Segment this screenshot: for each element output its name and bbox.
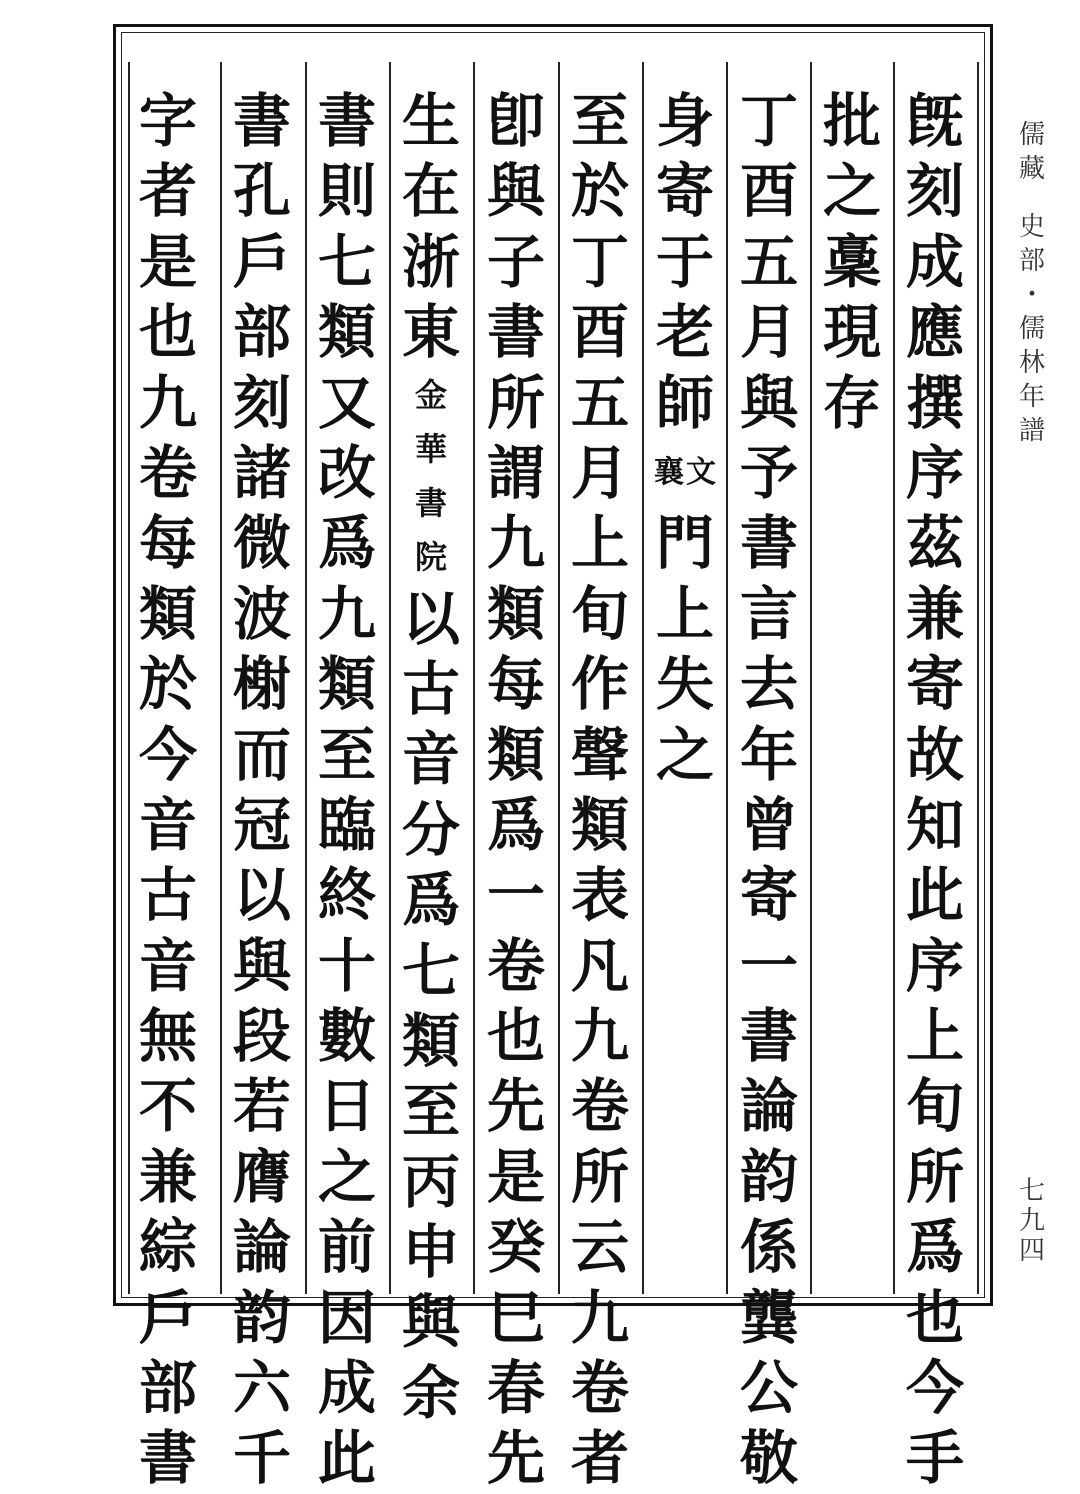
character: 微 xyxy=(232,509,291,578)
text-column xyxy=(817,86,887,438)
character: 音 xyxy=(138,790,197,859)
character: 七 xyxy=(401,936,460,1005)
character: 六 xyxy=(232,1354,291,1423)
character: 子 xyxy=(486,227,545,296)
character: 上 xyxy=(905,1002,964,1071)
inline-note xyxy=(650,438,720,508)
header-char: 譜 xyxy=(1018,416,1045,446)
character: 書 xyxy=(739,1002,798,1071)
character: 敬 xyxy=(739,1424,798,1493)
character: 知 xyxy=(905,790,964,859)
character: 丙 xyxy=(401,1147,460,1216)
character: 爲 xyxy=(905,1213,964,1282)
character: 在 xyxy=(401,157,460,226)
character: 此 xyxy=(317,1424,376,1493)
character: 所 xyxy=(570,1142,629,1211)
text-column xyxy=(227,86,297,1494)
page-number-char: 七 xyxy=(1018,1176,1045,1206)
character: 前 xyxy=(317,1213,376,1282)
character: 則 xyxy=(317,157,376,226)
character: 刻 xyxy=(905,157,964,226)
character: 余 xyxy=(401,1358,460,1427)
character: 類 xyxy=(138,579,197,648)
character: 春 xyxy=(486,1354,545,1423)
character: 冠 xyxy=(232,790,291,859)
header-char: 部 xyxy=(1018,246,1045,276)
character: 此 xyxy=(905,861,964,930)
character: 批 xyxy=(822,87,881,155)
character: 至 xyxy=(570,87,629,155)
character: 爲 xyxy=(486,790,545,859)
character: 書 xyxy=(138,1424,197,1493)
character: 今 xyxy=(905,1354,964,1423)
character: 十 xyxy=(317,931,376,1000)
character: 茲 xyxy=(905,509,964,578)
character: 又 xyxy=(317,368,376,437)
character: 類 xyxy=(486,720,545,789)
character: 九 xyxy=(138,368,197,437)
character: 現 xyxy=(822,298,881,367)
character: 臨 xyxy=(317,790,376,859)
character: 孔 xyxy=(232,157,291,226)
header-char: 儒 xyxy=(1018,314,1045,344)
character: 也 xyxy=(486,1002,545,1071)
character: 音 xyxy=(401,725,460,794)
character: 言 xyxy=(739,579,798,648)
character: 因 xyxy=(317,1283,376,1352)
character: 去 xyxy=(739,650,798,719)
character: 類 xyxy=(570,790,629,859)
character: 謂 xyxy=(486,438,545,507)
character: 旣 xyxy=(905,87,964,155)
column-rule xyxy=(642,62,644,1294)
character: 一 xyxy=(739,931,798,1000)
character: 書 xyxy=(317,87,376,155)
column-rule xyxy=(473,62,475,1294)
character: 酉 xyxy=(739,157,798,226)
character: 至 xyxy=(401,1077,460,1146)
character: 類 xyxy=(317,650,376,719)
character: 月 xyxy=(570,438,629,507)
note-character: 金 xyxy=(414,375,447,414)
character: 與 xyxy=(739,368,798,437)
character: 九 xyxy=(486,509,545,578)
character: 身 xyxy=(655,87,714,155)
character: 癸 xyxy=(486,1213,545,1282)
page-number-chars xyxy=(1019,1176,1045,1266)
text-column xyxy=(133,86,203,1494)
character: 日 xyxy=(317,1072,376,1141)
character: 手 xyxy=(905,1424,964,1493)
character: 申 xyxy=(401,1218,460,1287)
character: 千 xyxy=(232,1424,291,1493)
character: 今 xyxy=(138,720,197,789)
character: 上 xyxy=(570,509,629,578)
character: 故 xyxy=(905,720,964,789)
character: 兼 xyxy=(905,579,964,648)
character: 五 xyxy=(739,227,798,296)
column-rule xyxy=(977,62,979,1294)
character: 韵 xyxy=(739,1142,798,1211)
note-character: 襄 xyxy=(654,455,684,491)
character: 五 xyxy=(570,368,629,437)
column-rule xyxy=(810,62,812,1294)
character: 公 xyxy=(739,1354,798,1423)
column-rule xyxy=(389,62,391,1294)
character: 成 xyxy=(317,1354,376,1423)
character: 一 xyxy=(486,861,545,930)
character: 段 xyxy=(232,1002,291,1071)
character: 部 xyxy=(138,1354,197,1423)
text-column xyxy=(900,86,970,1494)
character: 序 xyxy=(905,438,964,507)
header-char: 藏 xyxy=(1018,154,1045,184)
character: 凡 xyxy=(570,931,629,1000)
character: 書 xyxy=(486,298,545,367)
character: 是 xyxy=(138,227,197,296)
character: 旬 xyxy=(905,1072,964,1141)
text-column xyxy=(650,86,720,790)
character: 丁 xyxy=(570,227,629,296)
character: 論 xyxy=(739,1072,798,1141)
column-rule xyxy=(558,62,560,1294)
character: 所 xyxy=(486,368,545,437)
character: 曾 xyxy=(739,790,798,859)
character: 云 xyxy=(570,1213,629,1282)
note-character: 華 xyxy=(414,429,447,468)
character: 以 xyxy=(401,584,460,653)
character: 九 xyxy=(570,1002,629,1071)
character: 韵 xyxy=(232,1283,291,1352)
character: 分 xyxy=(401,795,460,864)
character: 也 xyxy=(138,298,197,367)
character: 寄 xyxy=(905,650,964,719)
character: 音 xyxy=(138,931,197,1000)
character: 上 xyxy=(655,579,714,648)
text-column xyxy=(481,86,551,1494)
character: 爲 xyxy=(317,509,376,578)
character: 榭 xyxy=(232,650,291,719)
character: 綜 xyxy=(138,1213,197,1282)
character: 先 xyxy=(486,1424,545,1493)
character: 月 xyxy=(739,298,798,367)
character: 酉 xyxy=(570,298,629,367)
character: 年 xyxy=(739,720,798,789)
character: 生 xyxy=(401,87,460,155)
character: 予 xyxy=(739,438,798,507)
character: 九 xyxy=(317,579,376,648)
page-number-char: 九 xyxy=(1018,1206,1045,1236)
character: 稾 xyxy=(822,227,881,296)
character: 終 xyxy=(317,861,376,930)
header-section-chars xyxy=(1019,210,1045,448)
column-rule xyxy=(305,62,307,1294)
character: 戶 xyxy=(138,1283,197,1352)
character: 東 xyxy=(401,298,460,367)
character: 表 xyxy=(570,861,629,930)
character: 七 xyxy=(317,227,376,296)
character: 戶 xyxy=(232,227,291,296)
character: 是 xyxy=(486,1142,545,1211)
character: 巳 xyxy=(486,1283,545,1352)
character: 門 xyxy=(655,509,714,578)
character: 卷 xyxy=(570,1072,629,1141)
character: 存 xyxy=(822,368,881,437)
character: 書 xyxy=(739,509,798,578)
character: 老 xyxy=(655,298,714,367)
character: 而 xyxy=(232,720,291,789)
text-column xyxy=(312,86,382,1494)
character: 撰 xyxy=(905,368,964,437)
character: 改 xyxy=(317,438,376,507)
page-number-char: 四 xyxy=(1018,1236,1045,1266)
character: 師 xyxy=(655,368,714,437)
column-rule xyxy=(726,62,728,1294)
character: 無 xyxy=(138,1002,197,1071)
character: 類 xyxy=(317,298,376,367)
character: 書 xyxy=(232,87,291,155)
character: 波 xyxy=(232,579,291,648)
character: 序 xyxy=(905,931,964,1000)
character: 至 xyxy=(317,720,376,789)
character: 每 xyxy=(486,650,545,719)
character: 類 xyxy=(486,579,545,648)
character: 諸 xyxy=(232,438,291,507)
character: 與 xyxy=(486,157,545,226)
character: 作 xyxy=(570,650,629,719)
character: 係 xyxy=(739,1213,798,1282)
character: 字 xyxy=(138,87,197,155)
header-char: 年 xyxy=(1018,382,1045,412)
header-collection-chars xyxy=(1019,118,1045,186)
note-character: 書 xyxy=(414,483,447,522)
character: 先 xyxy=(486,1072,545,1141)
character: 與 xyxy=(401,1288,460,1357)
character: 論 xyxy=(232,1213,291,1282)
character: 古 xyxy=(138,861,197,930)
character: 也 xyxy=(905,1283,964,1352)
character: 聲 xyxy=(570,720,629,789)
note-character: 文 xyxy=(686,455,716,491)
character: 者 xyxy=(570,1424,629,1493)
character: 之 xyxy=(822,157,881,226)
text-column xyxy=(734,86,804,1494)
character: 於 xyxy=(138,650,197,719)
character: 浙 xyxy=(401,227,460,296)
header-char: 儒 xyxy=(1018,120,1045,150)
header-char: 史 xyxy=(1018,212,1045,242)
character: 于 xyxy=(655,227,714,296)
page-number xyxy=(1014,1176,1050,1266)
character: 卷 xyxy=(486,931,545,1000)
character: 部 xyxy=(232,298,291,367)
character: 卷 xyxy=(138,438,197,507)
character: 膺 xyxy=(232,1142,291,1211)
character: 失 xyxy=(655,650,714,719)
character: 古 xyxy=(401,654,460,723)
character: 寄 xyxy=(739,861,798,930)
header-char: 林 xyxy=(1018,348,1045,378)
character: 卷 xyxy=(570,1354,629,1423)
character: 若 xyxy=(232,1072,291,1141)
column-rule xyxy=(220,62,222,1294)
character: 不 xyxy=(138,1072,197,1141)
text-column xyxy=(396,86,466,1428)
running-header xyxy=(1014,118,1050,448)
character: 應 xyxy=(905,298,964,367)
column-rule xyxy=(893,62,895,1294)
character: 龔 xyxy=(739,1283,798,1352)
character: 所 xyxy=(905,1142,964,1211)
character: 成 xyxy=(905,227,964,296)
text-column xyxy=(565,86,635,1494)
character: 兼 xyxy=(138,1142,197,1211)
character: 每 xyxy=(138,509,197,578)
character: 刻 xyxy=(232,368,291,437)
header-char: ・ xyxy=(1018,280,1045,310)
character: 類 xyxy=(401,1006,460,1075)
character: 於 xyxy=(570,157,629,226)
character: 丁 xyxy=(739,87,798,155)
note-character: 院 xyxy=(414,537,447,576)
character: 旬 xyxy=(570,579,629,648)
character: 之 xyxy=(655,720,714,789)
character: 以 xyxy=(232,861,291,930)
character: 卽 xyxy=(486,87,545,155)
character: 爲 xyxy=(401,866,460,935)
column-rule xyxy=(128,62,130,1294)
character: 九 xyxy=(570,1283,629,1352)
character: 寄 xyxy=(655,157,714,226)
inline-note xyxy=(415,368,447,584)
character: 與 xyxy=(232,931,291,1000)
character: 者 xyxy=(138,157,197,226)
character: 之 xyxy=(317,1142,376,1211)
character: 數 xyxy=(317,1002,376,1071)
